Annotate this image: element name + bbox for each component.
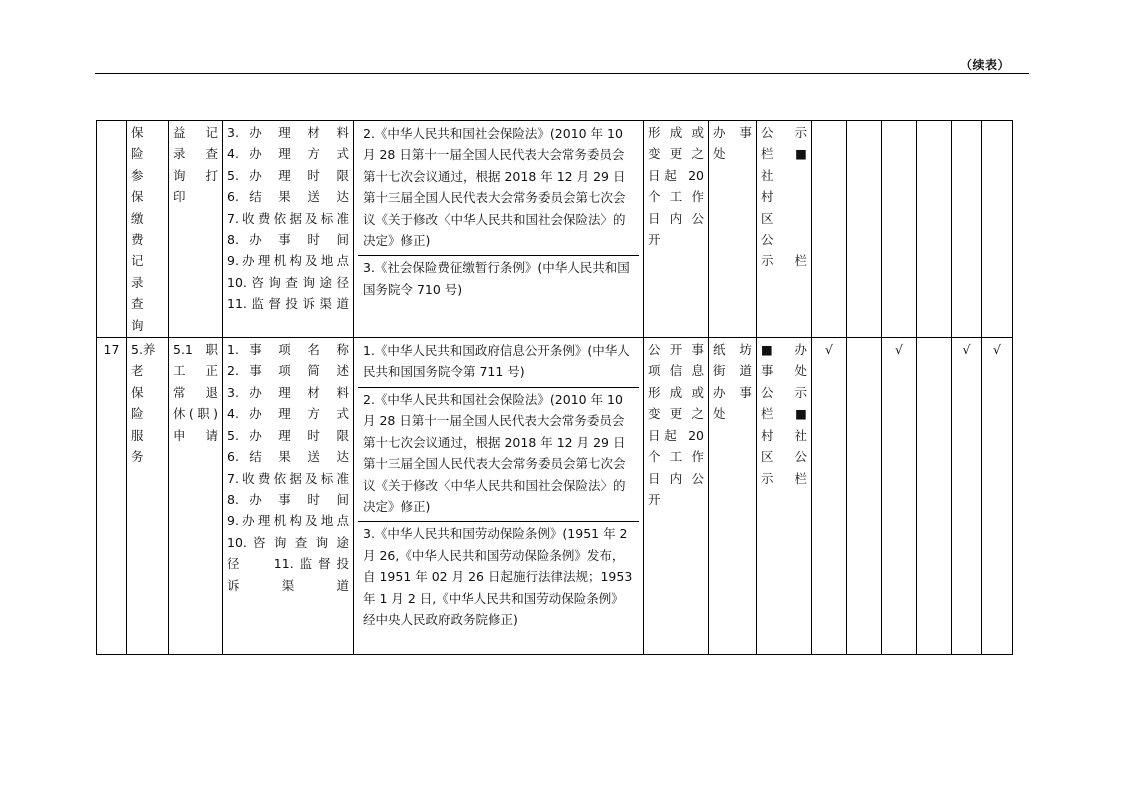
timing-cell bbox=[644, 121, 709, 338]
subject-cell bbox=[709, 121, 757, 338]
check-cell bbox=[847, 338, 882, 655]
row-index-cell bbox=[97, 338, 127, 655]
item-char: 务 bbox=[131, 449, 144, 465]
channel-line: 公 bbox=[761, 232, 774, 248]
content-line: 10. 咨 询 查 询 途 bbox=[227, 534, 349, 550]
content-line: 5. 办 理 时 限 bbox=[227, 427, 349, 443]
timing-line: 日起 20 bbox=[648, 167, 704, 183]
check-cell bbox=[812, 121, 847, 338]
item-cell bbox=[127, 121, 169, 338]
subject-line: 处 bbox=[713, 146, 726, 162]
sub-item-line: 休(职) bbox=[173, 406, 218, 422]
check-cell bbox=[982, 121, 1013, 338]
content-line: 6. 结 果 送 达 bbox=[227, 449, 349, 465]
check-cell bbox=[952, 338, 982, 655]
channel-line: 村 社 bbox=[761, 427, 807, 443]
row-index: 17 bbox=[103, 342, 120, 358]
sub-item-line: 益 记 bbox=[173, 125, 218, 140]
basis-item: 3.《中华人民共和国劳动保险条例》(1951 年 2 月 26,《中华人民共和国劳动保险条例》发布，自 1951 年 02 月 26 日起施行法律法规；1953 年 1 月 2 日,《中华人民共和国劳动保险条例》经中央人民政府政务院修正) bbox=[358, 521, 639, 634]
basis-item: 3.《社会保险费征缴暂行条例》(中华人民共和国国务院令 710 号) bbox=[358, 255, 639, 304]
item-char: 险 bbox=[131, 406, 144, 422]
channel-cell bbox=[757, 121, 812, 338]
check-cell bbox=[882, 338, 917, 655]
continued-label: （续表） bbox=[960, 58, 1011, 72]
content-line: 4. 办 理 方 式 bbox=[227, 146, 349, 162]
subject-cell bbox=[709, 338, 757, 655]
channel-line: 公 示 bbox=[761, 384, 807, 400]
item-char: 缴 bbox=[131, 210, 144, 226]
timing-line: 开 bbox=[648, 491, 661, 507]
sub-item-line: 5.1 职 bbox=[173, 342, 218, 358]
channel-line: 村 bbox=[761, 189, 774, 205]
content-line: 诉渠道 bbox=[227, 577, 349, 593]
timing-line: 开 bbox=[648, 232, 661, 248]
channel-line: 栏 ■ bbox=[761, 406, 807, 422]
basis-cell bbox=[354, 121, 644, 338]
item-char: 录 bbox=[131, 274, 144, 290]
item-char: 5.养 bbox=[131, 342, 156, 358]
basis-item: 2.《中华人民共和国社会保险法》(2010 年 10 月 28 日第十一届全国人民代表大会常务委员会第十七次会议通过，根据 2018 年 12 月 29 日第十三届全国人民代表大会常务委员会第七次会议《关于修改〈中华人民共和国社会保险法〉的决定》修正) bbox=[358, 387, 639, 521]
check-cell bbox=[882, 121, 917, 338]
check-cell bbox=[847, 121, 882, 338]
subject-line: 街道 bbox=[713, 363, 752, 379]
content-line: 9.办理机构及地点 bbox=[227, 513, 349, 529]
row-index-cell bbox=[97, 121, 127, 338]
header-rule bbox=[95, 73, 1029, 74]
channel-line: 事 处 bbox=[761, 363, 807, 379]
content-line: 3. 办 理 材 料 bbox=[227, 384, 349, 400]
content-line: 8. 办 事 时 间 bbox=[227, 491, 349, 507]
content-line: 1. 事 项 名 称 bbox=[227, 342, 349, 358]
check-cell bbox=[917, 121, 952, 338]
sub-item-line: 印 bbox=[173, 189, 186, 205]
check-mark: √ bbox=[825, 342, 833, 358]
content-line: 5. 办 理 时 限 bbox=[227, 167, 349, 183]
subject-line: 处 bbox=[713, 406, 726, 422]
content-line: 10.咨询查询途径 bbox=[227, 274, 349, 290]
channel-line: 示栏 bbox=[761, 253, 807, 269]
content-line: 7.收费依据及标准 bbox=[227, 210, 349, 226]
item-cell bbox=[127, 338, 169, 655]
sub-item-cell bbox=[169, 338, 223, 655]
subject-line: 办事 bbox=[713, 125, 752, 140]
item-char: 记 bbox=[131, 253, 144, 269]
item-char: 保 bbox=[131, 125, 144, 140]
item-char: 老 bbox=[131, 363, 144, 379]
sub-item-line: 工 正 bbox=[173, 363, 218, 379]
timing-line: 变更之 bbox=[648, 146, 704, 162]
check-mark: √ bbox=[993, 342, 1001, 358]
channel-line: 区 bbox=[761, 210, 774, 226]
check-cell bbox=[952, 121, 982, 338]
contents-cell bbox=[223, 338, 354, 655]
check-mark: √ bbox=[962, 342, 971, 358]
timing-line: 个工作 bbox=[648, 189, 704, 205]
table-row bbox=[97, 121, 1013, 338]
content-line: 3. 办 理 材 料 bbox=[227, 125, 349, 140]
timing-line: 变更之 bbox=[648, 406, 704, 422]
timing-line: 个工作 bbox=[648, 449, 704, 465]
content-line: 6. 结 果 送 达 bbox=[227, 189, 349, 205]
basis-cell bbox=[354, 338, 644, 655]
channel-line: 区 公 bbox=[761, 449, 807, 465]
timing-line: 日内公 bbox=[648, 210, 704, 226]
channel-cell bbox=[757, 338, 812, 655]
timing-line: 形成或 bbox=[648, 125, 704, 140]
timing-cell bbox=[644, 338, 709, 655]
content-line: 2. 事 项 简 述 bbox=[227, 363, 349, 379]
timing-line: 公开事 bbox=[648, 342, 704, 358]
channel-line: 社 bbox=[761, 167, 774, 183]
sub-item-line: 申请 bbox=[173, 427, 218, 443]
subject-line: 办事 bbox=[713, 384, 752, 400]
content-line: 8. 办 事 时 间 bbox=[227, 232, 349, 248]
channel-line: ■ 办 bbox=[761, 342, 807, 358]
content-line: 9.办理机构及地点 bbox=[227, 253, 349, 269]
sub-item-line: 询 打 bbox=[173, 167, 218, 183]
table-row bbox=[97, 338, 1013, 655]
timing-line: 形成或 bbox=[648, 384, 704, 400]
check-cell bbox=[917, 338, 952, 655]
sub-item-line: 录 查 bbox=[173, 146, 218, 162]
timing-line: 日起 20 bbox=[648, 427, 704, 443]
content-line: 11.监督投诉渠道 bbox=[227, 296, 349, 312]
contents-cell bbox=[223, 121, 354, 338]
channel-line: 示栏 bbox=[761, 470, 807, 486]
check-mark: √ bbox=[895, 342, 903, 358]
timing-line: 日内公 bbox=[648, 470, 704, 486]
item-char: 查 bbox=[131, 296, 144, 312]
sub-item-cell bbox=[169, 121, 223, 338]
item-char: 询 bbox=[131, 317, 144, 333]
sub-item-line: 常退 bbox=[173, 384, 218, 400]
content-line: 径 11.监督投 bbox=[227, 556, 349, 572]
check-cell bbox=[812, 338, 847, 655]
basis-item: 2.《中华人民共和国社会保险法》(2010 年 10 月 28 日第十一届全国人民代表大会常务委员会第十七次会议通过，根据 2018 年 12 月 29 日第十三届全国人民代表大会常务委员会第七次会议《关于修改〈中华人民共和国社会保险法〉的决定》修正) bbox=[363, 126, 626, 249]
item-char: 服 bbox=[131, 427, 144, 443]
channel-line: 公 示 bbox=[761, 125, 807, 140]
content-line: 7.收费依据及标准 bbox=[227, 470, 349, 486]
item-char: 保 bbox=[131, 384, 144, 400]
subject-line: 纸坊 bbox=[713, 342, 752, 358]
disclosure-table bbox=[96, 120, 1013, 655]
item-char: 参 bbox=[131, 167, 144, 183]
content-line: 4. 办 理 方 式 bbox=[227, 406, 349, 422]
channel-line: 栏 ■ bbox=[761, 146, 807, 162]
timing-line: 项信息 bbox=[648, 363, 704, 379]
item-char: 费 bbox=[131, 232, 144, 248]
item-char: 保 bbox=[131, 189, 144, 205]
item-char: 险 bbox=[131, 146, 144, 162]
basis-item: 1.《中华人民共和国政府信息公开条例》(中华人民共和国国务院令第 711 号) bbox=[363, 343, 630, 380]
check-cell bbox=[982, 338, 1013, 655]
